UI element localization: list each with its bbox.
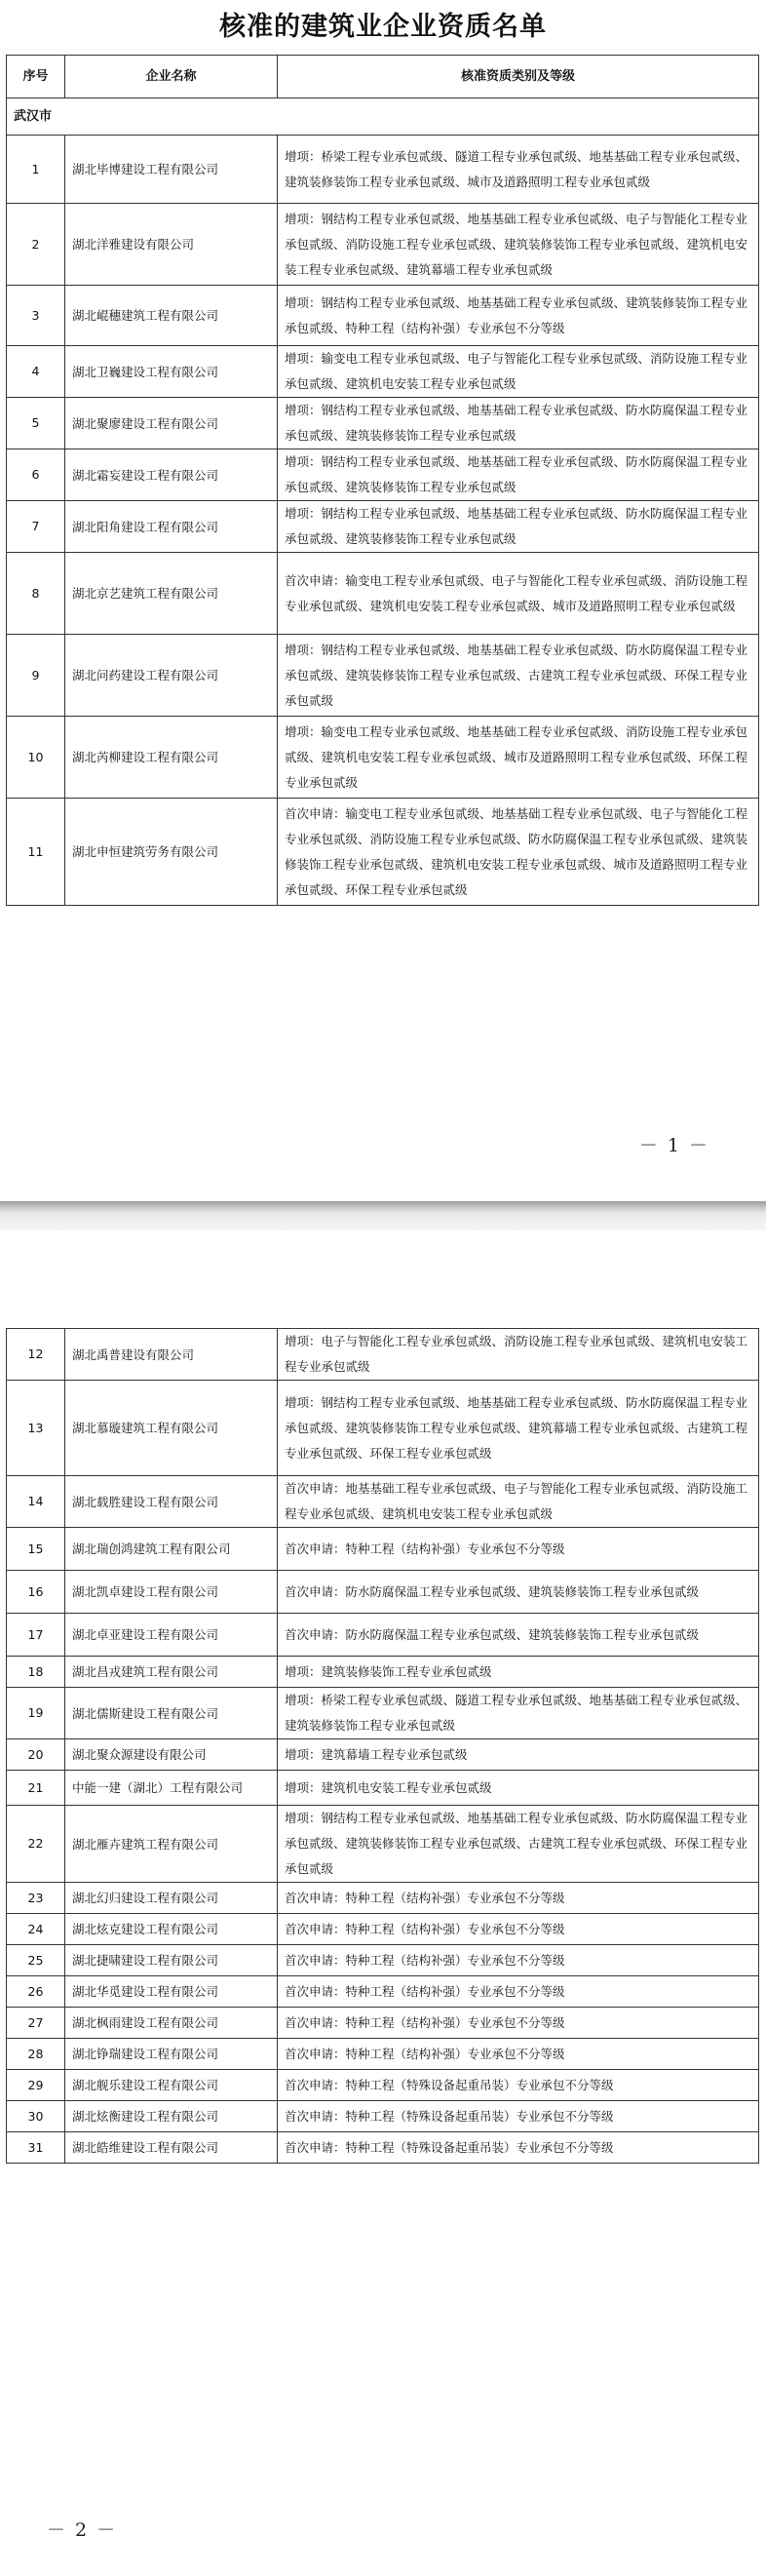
table-row <box>7 799 759 906</box>
company-name: 湖北崐穗建筑工程有限公司 <box>65 286 278 346</box>
row-number: 17 <box>7 1614 65 1657</box>
qualification-text: 首次申请：特种工程（结构补强）专业承包不分等级 <box>278 1976 759 2008</box>
company-name: 湖北载胜建设工程有限公司 <box>65 1476 278 1528</box>
page-number-2: － 2 － <box>47 2519 118 2541</box>
company-name: 湖北卫巍建设工程有限公司 <box>65 346 278 398</box>
table-row <box>7 346 759 398</box>
table-header-row <box>7 56 759 98</box>
company-name: 湖北问药建设工程有限公司 <box>65 635 278 717</box>
table-row <box>7 1476 759 1528</box>
qualification-text: 增项：钢结构工程专业承包贰级、地基基础工程专业承包贰级、防水防腐保温工程专业承包贰级、建筑装修装饰工程专业承包贰级 <box>278 501 759 553</box>
company-name: 湖北凯卓建设工程有限公司 <box>65 1571 278 1614</box>
company-name: 湖北卓亚建设工程有限公司 <box>65 1614 278 1657</box>
qualification-text: 增项：建筑装修装饰工程专业承包贰级 <box>278 1657 759 1688</box>
row-number: 2 <box>7 204 65 286</box>
company-name: 湖北幻归建设工程有限公司 <box>65 1883 278 1914</box>
row-number: 8 <box>7 553 65 635</box>
row-number: 5 <box>7 398 65 449</box>
qualification-text: 首次申请：地基基础工程专业承包贰级、电子与智能化工程专业承包贰级、消防设施工程专业承包贰级、建筑机电安装工程专业承包贰级 <box>278 1476 759 1528</box>
table-row <box>7 1657 759 1688</box>
table-row <box>7 717 759 799</box>
company-name: 湖北炫衡建设工程有限公司 <box>65 2101 278 2132</box>
qualification-text: 首次申请：特种工程（特殊设备起重吊装）专业承包不分等级 <box>278 2101 759 2132</box>
document-title: 核准的建筑业企业资质名单 <box>219 12 547 42</box>
qualification-text: 首次申请：特种工程（特殊设备起重吊装）专业承包不分等级 <box>278 2132 759 2164</box>
company-name: 湖北阳角建设工程有限公司 <box>65 501 278 553</box>
row-number: 29 <box>7 2070 65 2101</box>
qualification-text: 增项：输变电工程专业承包贰级、地基基础工程专业承包贰级、消防设施工程专业承包贰级、建筑机电安装工程专业承包贰级、城市及道路照明工程专业承包贰级、环保工程专业承包贰级 <box>278 717 759 799</box>
table-row <box>7 204 759 286</box>
company-name: 湖北慕璇建筑工程有限公司 <box>65 1381 278 1476</box>
row-number: 23 <box>7 1883 65 1914</box>
row-number: 9 <box>7 635 65 717</box>
table-row <box>7 286 759 346</box>
qualification-text: 增项：钢结构工程专业承包贰级、地基基础工程专业承包贰级、防水防腐保温工程专业承包贰级、建筑装修装饰工程专业承包贰级 <box>278 398 759 449</box>
qualification-table-page-1 <box>6 55 759 906</box>
table-row <box>7 501 759 553</box>
table-row <box>7 1571 759 1614</box>
row-number: 21 <box>7 1771 65 1806</box>
company-name: 湖北铮瑞建设工程有限公司 <box>65 2039 278 2070</box>
qualification-text: 增项：桥梁工程专业承包贰级、隧道工程专业承包贰级、地基基础工程专业承包贰级、建筑装修装饰工程专业承包贰级、城市及道路照明工程专业承包贰级 <box>278 136 759 204</box>
table-row <box>7 1528 759 1571</box>
company-name: 湖北枫雨建设工程有限公司 <box>65 2008 278 2039</box>
table-row <box>7 1914 759 1945</box>
table-row <box>7 2132 759 2164</box>
region-row <box>7 98 759 136</box>
region-label: 武汉市 <box>7 98 759 136</box>
table-row <box>7 1945 759 1976</box>
company-name: 湖北洋雅建设有限公司 <box>65 204 278 286</box>
qualification-text: 首次申请：输变电工程专业承包贰级、电子与智能化工程专业承包贰级、消防设施工程专业承包贰级、建筑机电安装工程专业承包贰级、城市及道路照明工程专业承包贰级 <box>278 553 759 635</box>
company-name: 湖北华觅建设工程有限公司 <box>65 1976 278 2008</box>
company-name: 湖北舰乐建设工程有限公司 <box>65 2070 278 2101</box>
table-row <box>7 1688 759 1739</box>
table-row <box>7 1614 759 1657</box>
row-number: 19 <box>7 1688 65 1739</box>
row-number: 28 <box>7 2039 65 2070</box>
qualification-text: 首次申请：特种工程（结构补强）专业承包不分等级 <box>278 2039 759 2070</box>
table-row <box>7 398 759 449</box>
qualification-text: 首次申请：特种工程（结构补强）专业承包不分等级 <box>278 1883 759 1914</box>
company-name: 湖北聚廖建设工程有限公司 <box>65 398 278 449</box>
qualification-text: 首次申请：特种工程（结构补强）专业承包不分等级 <box>278 1945 759 1976</box>
qualification-text: 首次申请：特种工程（结构补强）专业承包不分等级 <box>278 2008 759 2039</box>
company-name: 湖北炫克建设工程有限公司 <box>65 1914 278 1945</box>
table-row <box>7 553 759 635</box>
table-row <box>7 2039 759 2070</box>
company-name: 湖北皓维建设工程有限公司 <box>65 2132 278 2164</box>
table-row <box>7 1771 759 1806</box>
row-number: 14 <box>7 1476 65 1528</box>
table-row <box>7 2101 759 2132</box>
company-name: 湖北禹普建设有限公司 <box>65 1329 278 1381</box>
row-number: 15 <box>7 1528 65 1571</box>
company-name: 中能一建（湖北）工程有限公司 <box>65 1771 278 1806</box>
company-name: 湖北霜妄建设工程有限公司 <box>65 449 278 501</box>
table-row <box>7 1381 759 1476</box>
table-row <box>7 136 759 204</box>
company-name: 湖北毕博建设工程有限公司 <box>65 136 278 204</box>
qualification-text: 增项：桥梁工程专业承包贰级、隧道工程专业承包贰级、地基基础工程专业承包贰级、建筑装修装饰工程专业承包贰级 <box>278 1688 759 1739</box>
qualification-text: 增项：钢结构工程专业承包贰级、地基基础工程专业承包贰级、电子与智能化工程专业承包贰级、消防设施工程专业承包贰级、建筑装修装饰工程专业承包贰级、建筑机电安装工程专业承包贰级、建筑幕墙工程专业承包贰级 <box>278 204 759 286</box>
company-name: 湖北聚众源建设有限公司 <box>65 1739 278 1771</box>
table-row <box>7 2008 759 2039</box>
company-name: 湖北昌戎建筑工程有限公司 <box>65 1657 278 1688</box>
row-number: 30 <box>7 2101 65 2132</box>
qualification-text: 增项：电子与智能化工程专业承包贰级、消防设施工程专业承包贰级、建筑机电安装工程专业承包贰级 <box>278 1329 759 1381</box>
row-number: 26 <box>7 1976 65 2008</box>
qualification-text: 首次申请：防水防腐保温工程专业承包贰级、建筑装修装饰工程专业承包贰级 <box>278 1614 759 1657</box>
row-number: 20 <box>7 1739 65 1771</box>
table-row <box>7 1329 759 1381</box>
company-name: 湖北雁卉建筑工程有限公司 <box>65 1806 278 1883</box>
qualification-text: 增项：钢结构工程专业承包贰级、地基基础工程专业承包贰级、防水防腐保温工程专业承包贰级、建筑装修装饰工程专业承包贰级、古建筑工程专业承包贰级、环保工程专业承包贰级 <box>278 635 759 717</box>
qualification-text: 首次申请：特种工程（结构补强）专业承包不分等级 <box>278 1528 759 1571</box>
row-number: 1 <box>7 136 65 204</box>
company-name: 湖北京艺建筑工程有限公司 <box>65 553 278 635</box>
table-row <box>7 1976 759 2008</box>
qualification-text: 增项：钢结构工程专业承包贰级、地基基础工程专业承包贰级、防水防腐保温工程专业承包贰级、建筑装修装饰工程专业承包贰级 <box>278 449 759 501</box>
company-name: 湖北瑞创鸿建筑工程有限公司 <box>65 1528 278 1571</box>
row-number: 11 <box>7 799 65 906</box>
row-number: 12 <box>7 1329 65 1381</box>
qualification-text: 首次申请：防水防腐保温工程专业承包贰级、建筑装修装饰工程专业承包贰级 <box>278 1571 759 1614</box>
qualification-text: 首次申请：特种工程（特殊设备起重吊装）专业承包不分等级 <box>278 2070 759 2101</box>
table-row <box>7 449 759 501</box>
company-name: 湖北申恒建筑劳务有限公司 <box>65 799 278 906</box>
qualification-text: 增项：钢结构工程专业承包贰级、地基基础工程专业承包贰级、防水防腐保温工程专业承包贰级、建筑装修装饰工程专业承包贰级、古建筑工程专业承包贰级、环保工程专业承包贰级 <box>278 1806 759 1883</box>
row-number: 25 <box>7 1945 65 1976</box>
page-1 <box>0 0 766 1201</box>
table-row <box>7 1883 759 1914</box>
table-row <box>7 2070 759 2101</box>
qualification-text: 增项：钢结构工程专业承包贰级、地基基础工程专业承包贰级、防水防腐保温工程专业承包贰级、建筑装修装饰工程专业承包贰级、建筑幕墙工程专业承包贰级、古建筑工程专业承包贰级、环保工程专业承包贰级 <box>278 1381 759 1476</box>
row-number: 31 <box>7 2132 65 2164</box>
qualification-table-page-2 <box>6 1328 759 2164</box>
header-qualification: 核准资质类别及等级 <box>278 56 759 98</box>
row-number: 18 <box>7 1657 65 1688</box>
row-number: 27 <box>7 2008 65 2039</box>
page-number-1: － 1 － <box>638 1135 709 1156</box>
page-separator <box>0 1201 766 1230</box>
table-row <box>7 1806 759 1883</box>
row-number: 4 <box>7 346 65 398</box>
company-name: 湖北儒斯建设工程有限公司 <box>65 1688 278 1739</box>
company-name: 湖北捷啸建设工程有限公司 <box>65 1945 278 1976</box>
row-number: 24 <box>7 1914 65 1945</box>
qualification-text: 首次申请：输变电工程专业承包贰级、地基基础工程专业承包贰级、电子与智能化工程专业承包贰级、消防设施工程专业承包贰级、防水防腐保温工程专业承包贰级、建筑装修装饰工程专业承包贰级、建筑机电安装工程专业承包贰级、城市及道路照明工程专业承包贰级、环保工程专业承包贰级 <box>278 799 759 906</box>
row-number: 3 <box>7 286 65 346</box>
row-number: 7 <box>7 501 65 553</box>
company-name: 湖北芮柳建设工程有限公司 <box>65 717 278 799</box>
header-no: 序号 <box>7 56 65 98</box>
qualification-text: 增项：钢结构工程专业承包贰级、地基基础工程专业承包贰级、建筑装修装饰工程专业承包贰级、特种工程（结构补强）专业承包不分等级 <box>278 286 759 346</box>
row-number: 13 <box>7 1381 65 1476</box>
row-number: 16 <box>7 1571 65 1614</box>
qualification-text: 增项：建筑幕墙工程专业承包贰级 <box>278 1739 759 1771</box>
table-row <box>7 635 759 717</box>
qualification-text: 首次申请：特种工程（结构补强）专业承包不分等级 <box>278 1914 759 1945</box>
row-number: 22 <box>7 1806 65 1883</box>
table-row <box>7 1739 759 1771</box>
row-number: 6 <box>7 449 65 501</box>
header-company-name: 企业名称 <box>65 56 278 98</box>
qualification-text: 增项：输变电工程专业承包贰级、电子与智能化工程专业承包贰级、消防设施工程专业承包贰级、建筑机电安装工程专业承包贰级 <box>278 346 759 398</box>
qualification-text: 增项：建筑机电安装工程专业承包贰级 <box>278 1771 759 1806</box>
row-number: 10 <box>7 717 65 799</box>
